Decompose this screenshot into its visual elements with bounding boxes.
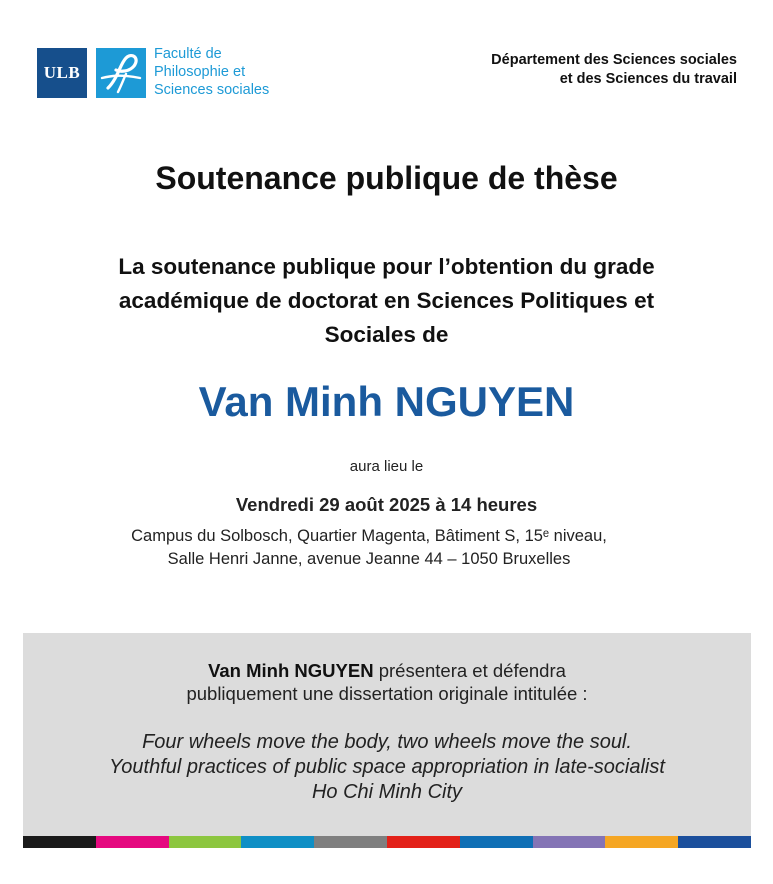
subtitle-line: Sociales de [324, 322, 449, 347]
color-strip [23, 836, 751, 848]
color-strip-segment [23, 836, 96, 848]
color-strip-segment [241, 836, 314, 848]
subtitle-line: académique de doctorat en Sciences Politiques et [118, 288, 655, 313]
faculty-emblem-icon [96, 48, 146, 98]
candidate-name: Van Minh NGUYEN [198, 378, 575, 425]
color-strip-segment [605, 836, 678, 848]
department-line: Département des Sciences sociales [491, 52, 737, 68]
abstract-intro [23, 659, 751, 705]
faculty-line: Sciences sociales [154, 82, 270, 98]
ulb-logo [37, 48, 87, 98]
faculty-line: Faculté de [154, 46, 222, 62]
color-strip-segment [96, 836, 169, 848]
color-strip-segment [387, 836, 460, 848]
color-strip-segment [169, 836, 242, 848]
color-strip-segment [678, 836, 751, 848]
intro-rest: présentera et défendra [373, 660, 566, 681]
faculty-line: Philosophie et [154, 64, 246, 80]
intro-line [23, 659, 751, 682]
thesis-title-line: Youthful practices of public space appropriation in late-socialist [109, 756, 665, 778]
thesis-title [23, 730, 751, 805]
thesis-title-line: Ho Chi Minh City [311, 781, 463, 803]
address-line: Salle Henri Janne, avenue Jeanne 44 – 1050 Bruxelles [167, 550, 571, 568]
color-strip-segment [460, 836, 533, 848]
defense-address [0, 525, 738, 571]
faculty-name [154, 45, 314, 99]
abstract-box [23, 633, 751, 836]
aura-lieu-text: aura lieu le [349, 458, 424, 475]
department-line: et des Sciences du travail [559, 71, 737, 87]
announcement-subtitle [40, 250, 733, 352]
color-strip-segment [314, 836, 387, 848]
department-name [377, 51, 737, 89]
header [0, 0, 773, 120]
thesis-title-line: Four wheels move the body, two wheels move the soul. [142, 731, 632, 753]
page-title: Soutenance publique de thèse [155, 160, 618, 196]
ulb-logo-text: ULB [43, 63, 81, 82]
intro-candidate-name: Van Minh NGUYEN [208, 660, 374, 681]
address-line: Campus du Solbosch, Quartier Magenta, Bâtiment S, 15ᵉ niveau, [131, 527, 607, 545]
color-strip-segment [533, 836, 606, 848]
subtitle-line: La soutenance publique pour l’obtention du grade [118, 254, 655, 279]
defense-date: Vendredi 29 août 2025 à 14 heures [235, 494, 538, 515]
intro-line-2: publiquement une dissertation originale intitulée : [186, 683, 588, 704]
